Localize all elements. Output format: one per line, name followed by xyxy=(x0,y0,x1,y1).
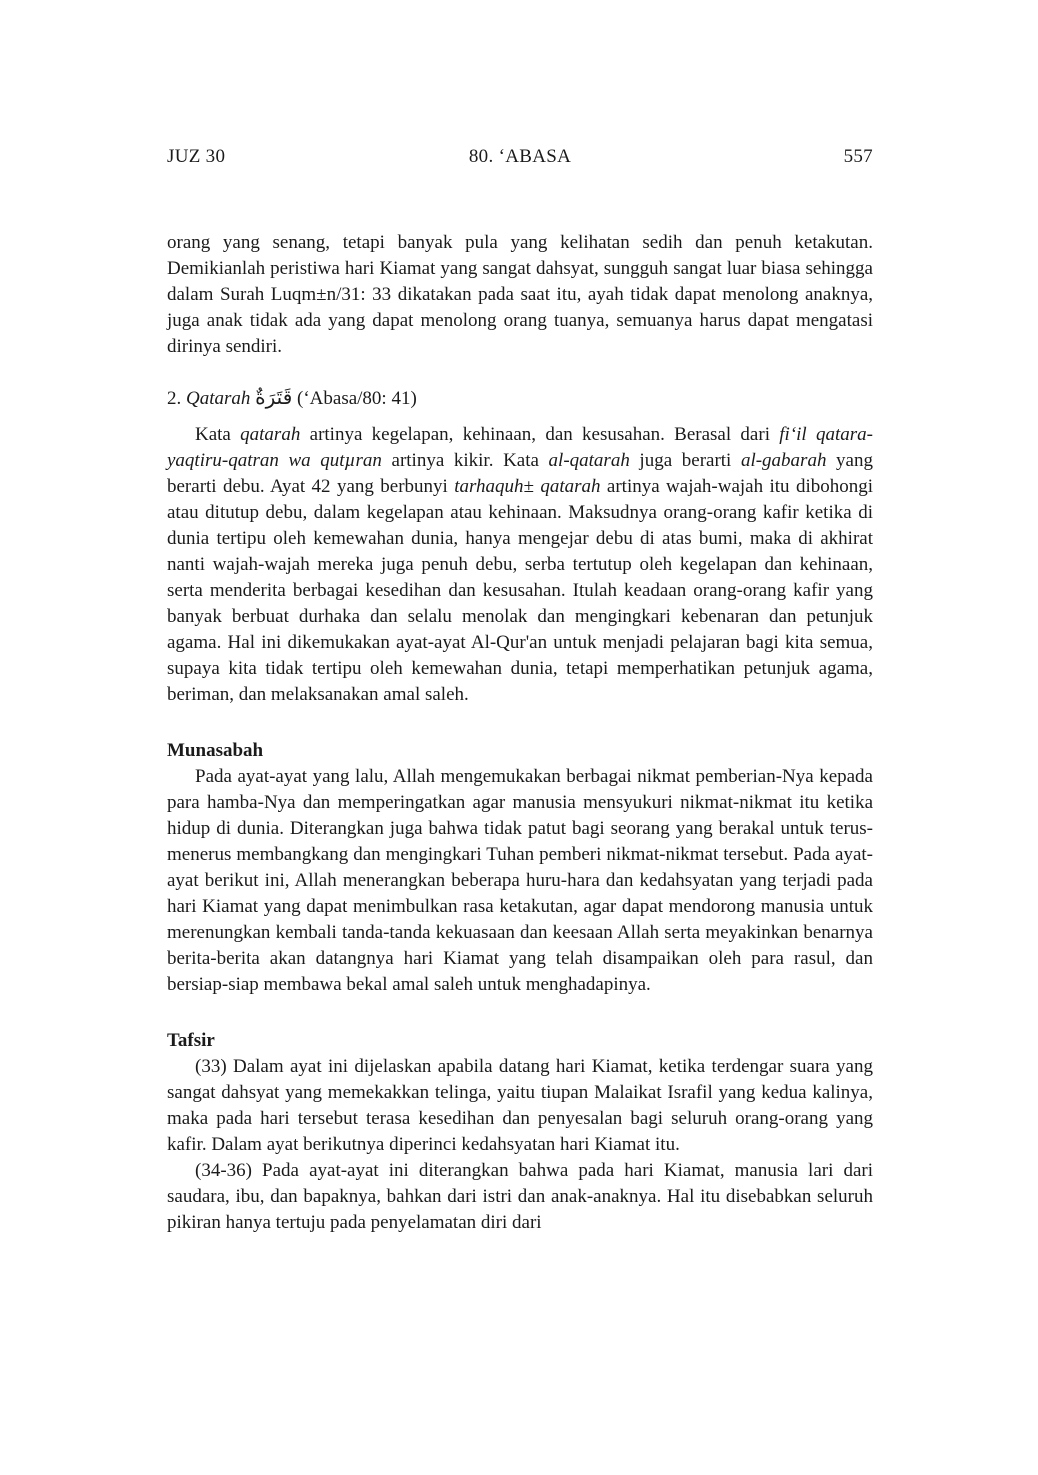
section-heading: Tafsir xyxy=(167,1030,215,1051)
paragraph: Pada ayat-ayat yang lalu, Allah mengemukakan berbagai nikmat pemberian-Nya kepada para hamba-Nya dan memperingatkan agar manusia mensyukuri nikmat-nikmat itu ketika hidup di dunia. Diterangkan juga bahwa tidak patut bagi seorang yang berakal untuk terus-menerus membangkang dan mengingkari Tuhan pemberi nikmat-nikmat tersebut. Pada ayat-ayat berikut ini, Allah menerangkan beberapa huru-hara dan kedahsyatan yang terjadi pada hari Kiamat yang dapat menimbulkan rasa ketakutan, agar dapat mendorong manusia untuk merenungkan kembali tanda-tanda kekuasaan dan keesaan Allah serta meyakinkan benarnya berita-berita akan datangnya hari Kiamat yang telah disampaikan oleh para rasul, dan bersiap-siap membawa bekal amal saleh untuk menghadapinya. xyxy=(167,766,873,995)
paragraph: Kata qatarah artinya kegelapan, kehinaan, dan kesusahan. Berasal dari fi‘il qatara-yaqtiru-qatran wa qutµran artinya kikir. Kata al-qatarah juga berarti al-gabarah yang berarti debu. Ayat 42 yang berbunyi tarhaquh± qatarah artinya wajah-wajah itu dibohongi atau ditutup debu, dalam kegelapan atau kehinaan. Maksudnya orang-orang kafir ketika di dunia tertipu oleh kemewahan dunia, hanya mengejar debu di atas bumi, maka di akhirat nanti wajah-wajah mereka juga penuh debu, serba tertutup oleh kegelapan dan kehinaan, serta menderita berbagai kesedihan dan kesusahan. Itulah keadaan orang-orang kafir yang banyak berbuat durhaka dan selalu menolak dan mengingkari kebenaran dan petunjuk agama. Hal ini dikemukakan ayat-ayat Al-Qur'an untuk menjadi pelajaran bagi kita semua, supaya kita tidak tertipu oleh kemewahan dunia, tetapi memperhatikan petunjuk agama, beriman, dan melaksanakan amal saleh. xyxy=(167,424,874,705)
paragraph: orang yang senang, tetapi banyak pula yang kelihatan sedih dan penuh ketakutan. Demikianlah peristiwa hari Kiamat yang sangat dahsyat, sungguh sangat luar biasa sehingga dalam Surah Luqm±n/31: 33 dikatakan pada saat itu, ayah tidak dapat menolong anaknya, juga anak tidak ada yang dapat menolong orang tuanya, semuanya harus dapat mengatasi dirinya sendiri. xyxy=(167,232,873,357)
paragraph: (33) Dalam ayat ini dijelaskan apabila datang hari Kiamat, ketika terdengar suara yang sangat dahsyat yang memekakkan telinga, yaitu tiupan Malaikat Israfil yang kedua kalinya, maka pada hari tersebut terasa kesedihan dan penyesalan bagi seluruh orang-orang yang kafir. Dalam ayat berikutnya diperinci kedahsyatan hari Kiamat itu. xyxy=(167,1056,873,1155)
subsection-heading: 2. Qatarah قَتَرَةٌ (‘Abasa/80: 41) xyxy=(167,385,417,409)
page-number: 557 xyxy=(843,146,873,167)
section-heading: Munasabah xyxy=(167,740,264,761)
page-header xyxy=(167,146,873,168)
document-body xyxy=(167,230,873,1236)
paragraph: (34-36) Pada ayat-ayat ini diterangkan bahwa pada hari Kiamat, manusia lari dari saudara, ibu, dan bapaknya, bahkan dari istri dan anak-anaknya. Hal itu disebabkan seluruh pikiran hanya tertuju pada penyelamatan diri dari xyxy=(167,1160,873,1233)
arabic-text: قَتَرَةٌ xyxy=(255,385,293,409)
juz-label: JUZ 30 xyxy=(167,146,226,167)
surah-title: 80. ‘ABASA xyxy=(468,146,572,167)
